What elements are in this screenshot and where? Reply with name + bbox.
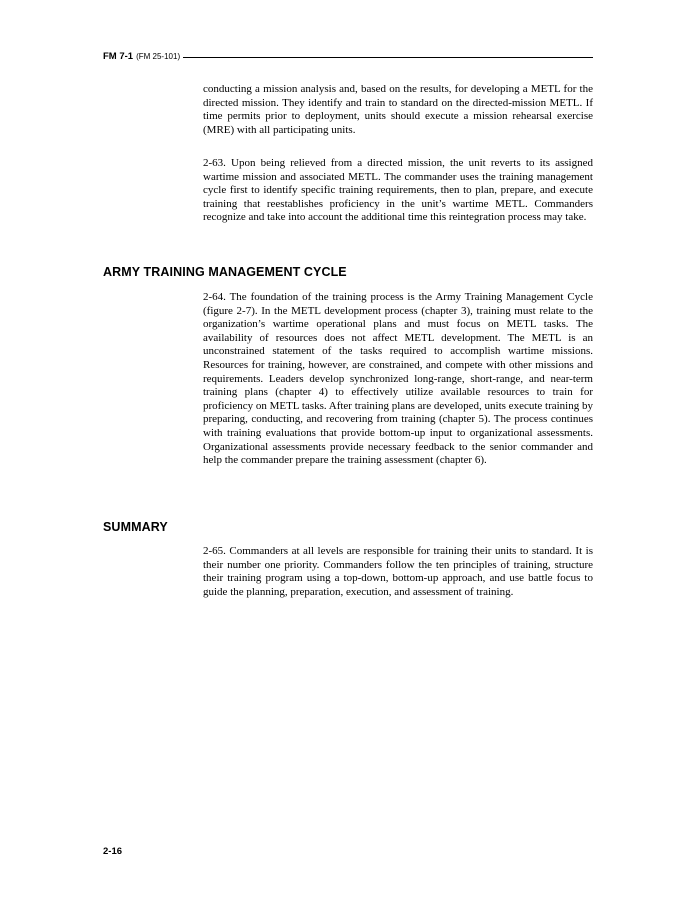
continuation-paragraph: conducting a mission analysis and, based on the results, for developing a METL for the directed mission. They identify and train to standard on the directed-mission METL. If time permits prior to deployment, units should execute a mission rehearsal exercise (MRE) with all participating units. bbox=[203, 83, 593, 136]
running-header bbox=[103, 51, 593, 62]
header-rule bbox=[183, 57, 593, 58]
document-id: FM 7-1 bbox=[103, 51, 134, 62]
paragraph-2-63: 2-63. Upon being relieved from a directed mission, the unit reverts to its assigned wartime mission and associated METL. The commander uses the training management cycle first to identify specific training requirements, then to plan, prepare, and execute training that reestablishes proficiency in the unit’s wartime METL. Commanders recognize and take into account the additional time this reintegration process may take. bbox=[203, 157, 593, 224]
paragraph-2-65: 2-65. Commanders at all levels are responsible for training their units to standard. It is their number one priority. Commanders follow the ten principles of training, structure their training program using a top-down, bottom-up approach, and use battle focus to guide the planning, preparation, execution, and assessment of training. bbox=[203, 545, 593, 598]
paragraph-2-64: 2-64. The foundation of the training process is the Army Training Management Cycle (figure 2-7). In the METL development process (chapter 3), training must relate to the organization’s wartime operational plans and must focus on METL tasks. The availability of resources does not affect METL development. The METL is an unconstrained statement of the tasks required to accomplish wartime missions. Resources for training, however, are constrained, and compete with other missions and requirements. Leaders develop synchronized long-range, short-range, and near-term training plans (chapter 4) to effectively utilize available resources to train for proficiency on METL tasks. After training plans are developed, units execute training by preparing, conducting, and recovering from training (chapter 5). The process continues with training evaluations that provide bottom-up input to organizational assessments. Organizational assessments provide necessary feedback to the senior commander and help the commander prepare the training assessment (chapter 6). bbox=[203, 291, 593, 467]
section-heading-training-management-cycle: ARMY TRAINING MANAGEMENT CYCLE bbox=[103, 265, 347, 279]
section-heading-summary: SUMMARY bbox=[103, 520, 168, 534]
page-number: 2-16 bbox=[103, 846, 123, 857]
superseded-publication: (FM 25-101) bbox=[136, 52, 181, 61]
